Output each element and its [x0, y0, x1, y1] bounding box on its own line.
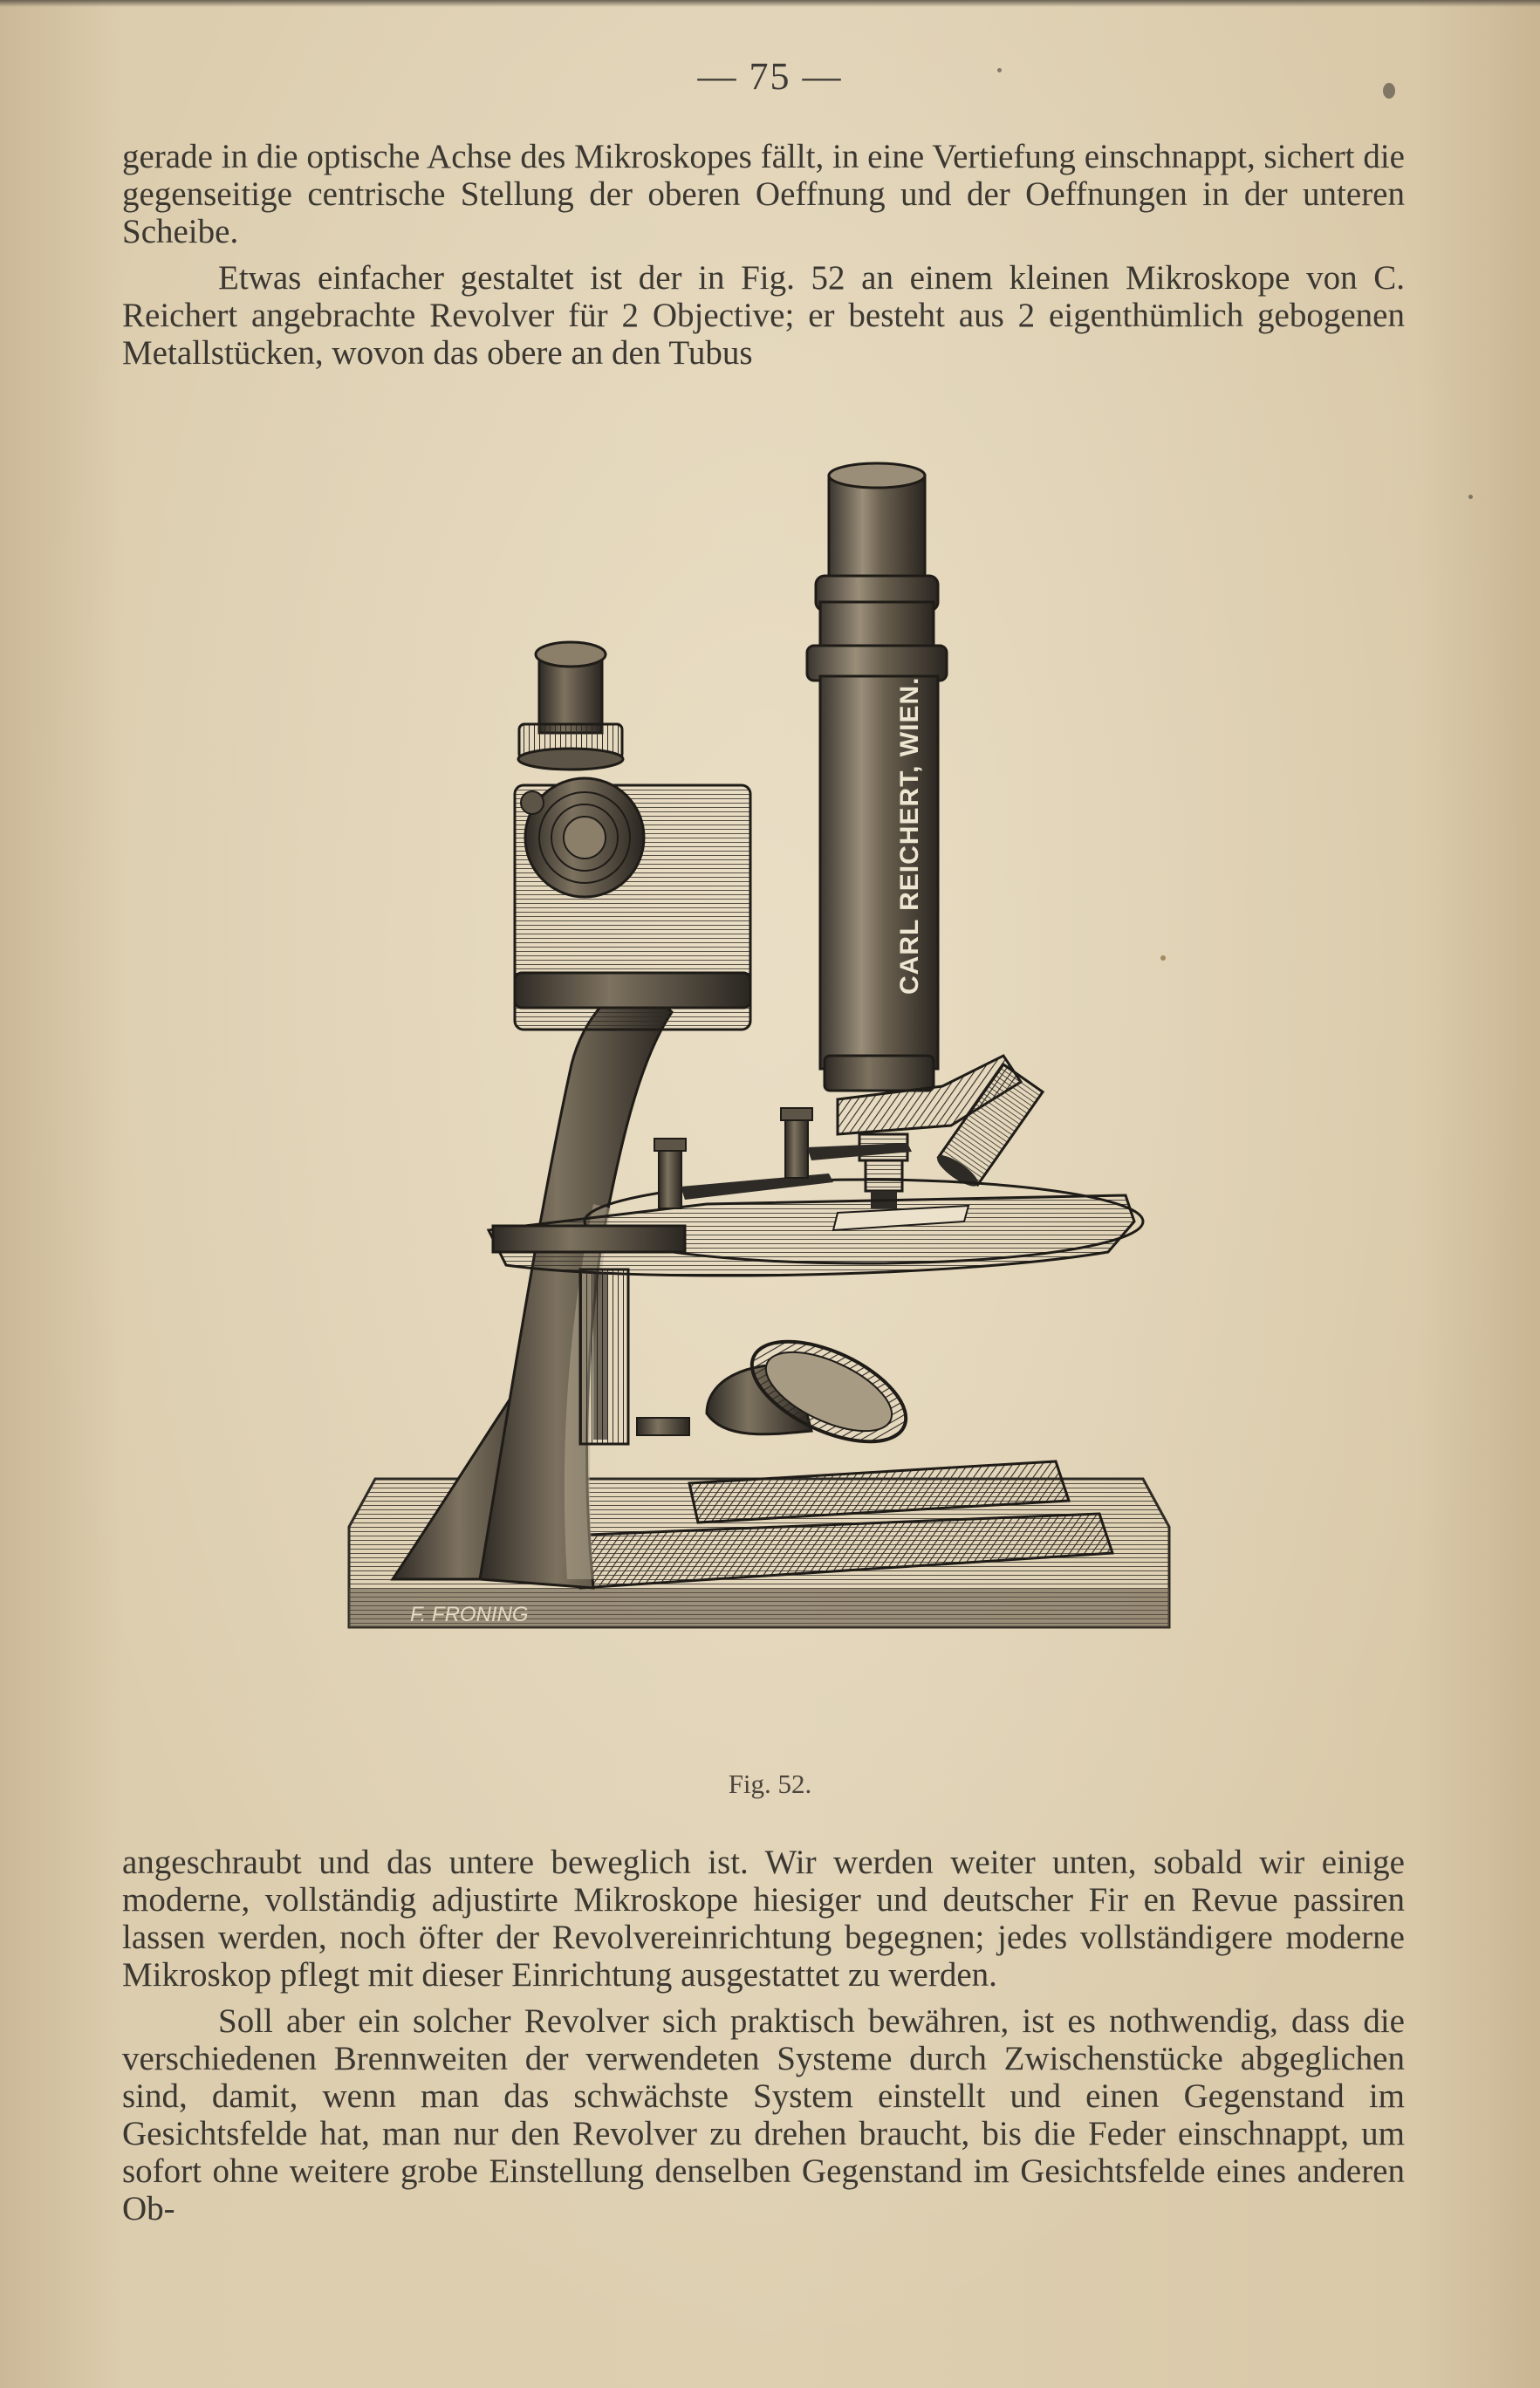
- text-block-bottom: [122, 1844, 1405, 2227]
- mirror: [637, 1321, 921, 1462]
- paper-speck: [1468, 495, 1473, 499]
- coarse-focus: [515, 778, 750, 1030]
- page-number: — 75 —: [697, 55, 843, 98]
- figure-caption: Fig. 52.: [728, 1769, 812, 1799]
- microscope-engraving: [340, 454, 1178, 1745]
- paragraph: angeschraubt und das untere beweglich ist. Wir werden weiter unten, sobald wir einige moderne, vollständig adjustirte Mikroskope hiesiger und deutscher Fir en Revue passiren lassen werden, noch öfter der Revolvereinrichtung begegnen; jedes vollständigere moderne Mikroskop pflegt mit dieser Einrichtung ausgestattet zu werden.: [122, 1844, 1405, 1994]
- page-top-edge: [0, 0, 1540, 7]
- microscope-tube: [807, 463, 947, 1091]
- engraver-signature: F. FRONING: [410, 1603, 529, 1626]
- diaphragm-rack: [580, 1269, 628, 1444]
- paragraph: Soll aber ein solcher Revolver sich praktisch bewähren, ist es nothwendig, dass die verschiedenen Brennweiten der verwendeten Systeme durch Zwischenstücke abgeglichen sind, damit, wenn man das schwächste System einstellt und einen Gegenstand im Gesichtsfelde hat, man nur den Revolver zu drehen braucht, bis die Feder einschnappt, um sofort ohne weitere grobe Einstellung denselben Gegenstand im Gesichtsfelde eines anderen Ob-: [122, 2002, 1405, 2227]
- microscope-figure: [340, 454, 1178, 1745]
- paragraph: Etwas einfacher gestaltet ist der in Fig. 52 an einem kleinen Mikroskope von C. Reichert angebrachte Revolver für 2 Objective; er besteht aus 2 eigenthümlich gebogenen Metallstücken, wovon das obere an den Tubus: [122, 259, 1405, 372]
- text-block-top: [122, 138, 1405, 372]
- paragraph: gerade in die optische Achse des Mikroskopes fällt, in eine Vertiefung einschnappt, sichert die gegenseitige centrische Stellung der oberen Oeffnung und der Oeffnungen in der unteren Scheibe.: [122, 138, 1405, 250]
- paper-speck: [1383, 83, 1395, 99]
- tube-inscription: CARL REICHERT, WIEN.: [895, 676, 924, 995]
- paper-speck: [997, 68, 1002, 72]
- paper-speck: [1160, 955, 1166, 961]
- fine-focus-knob: [518, 642, 623, 770]
